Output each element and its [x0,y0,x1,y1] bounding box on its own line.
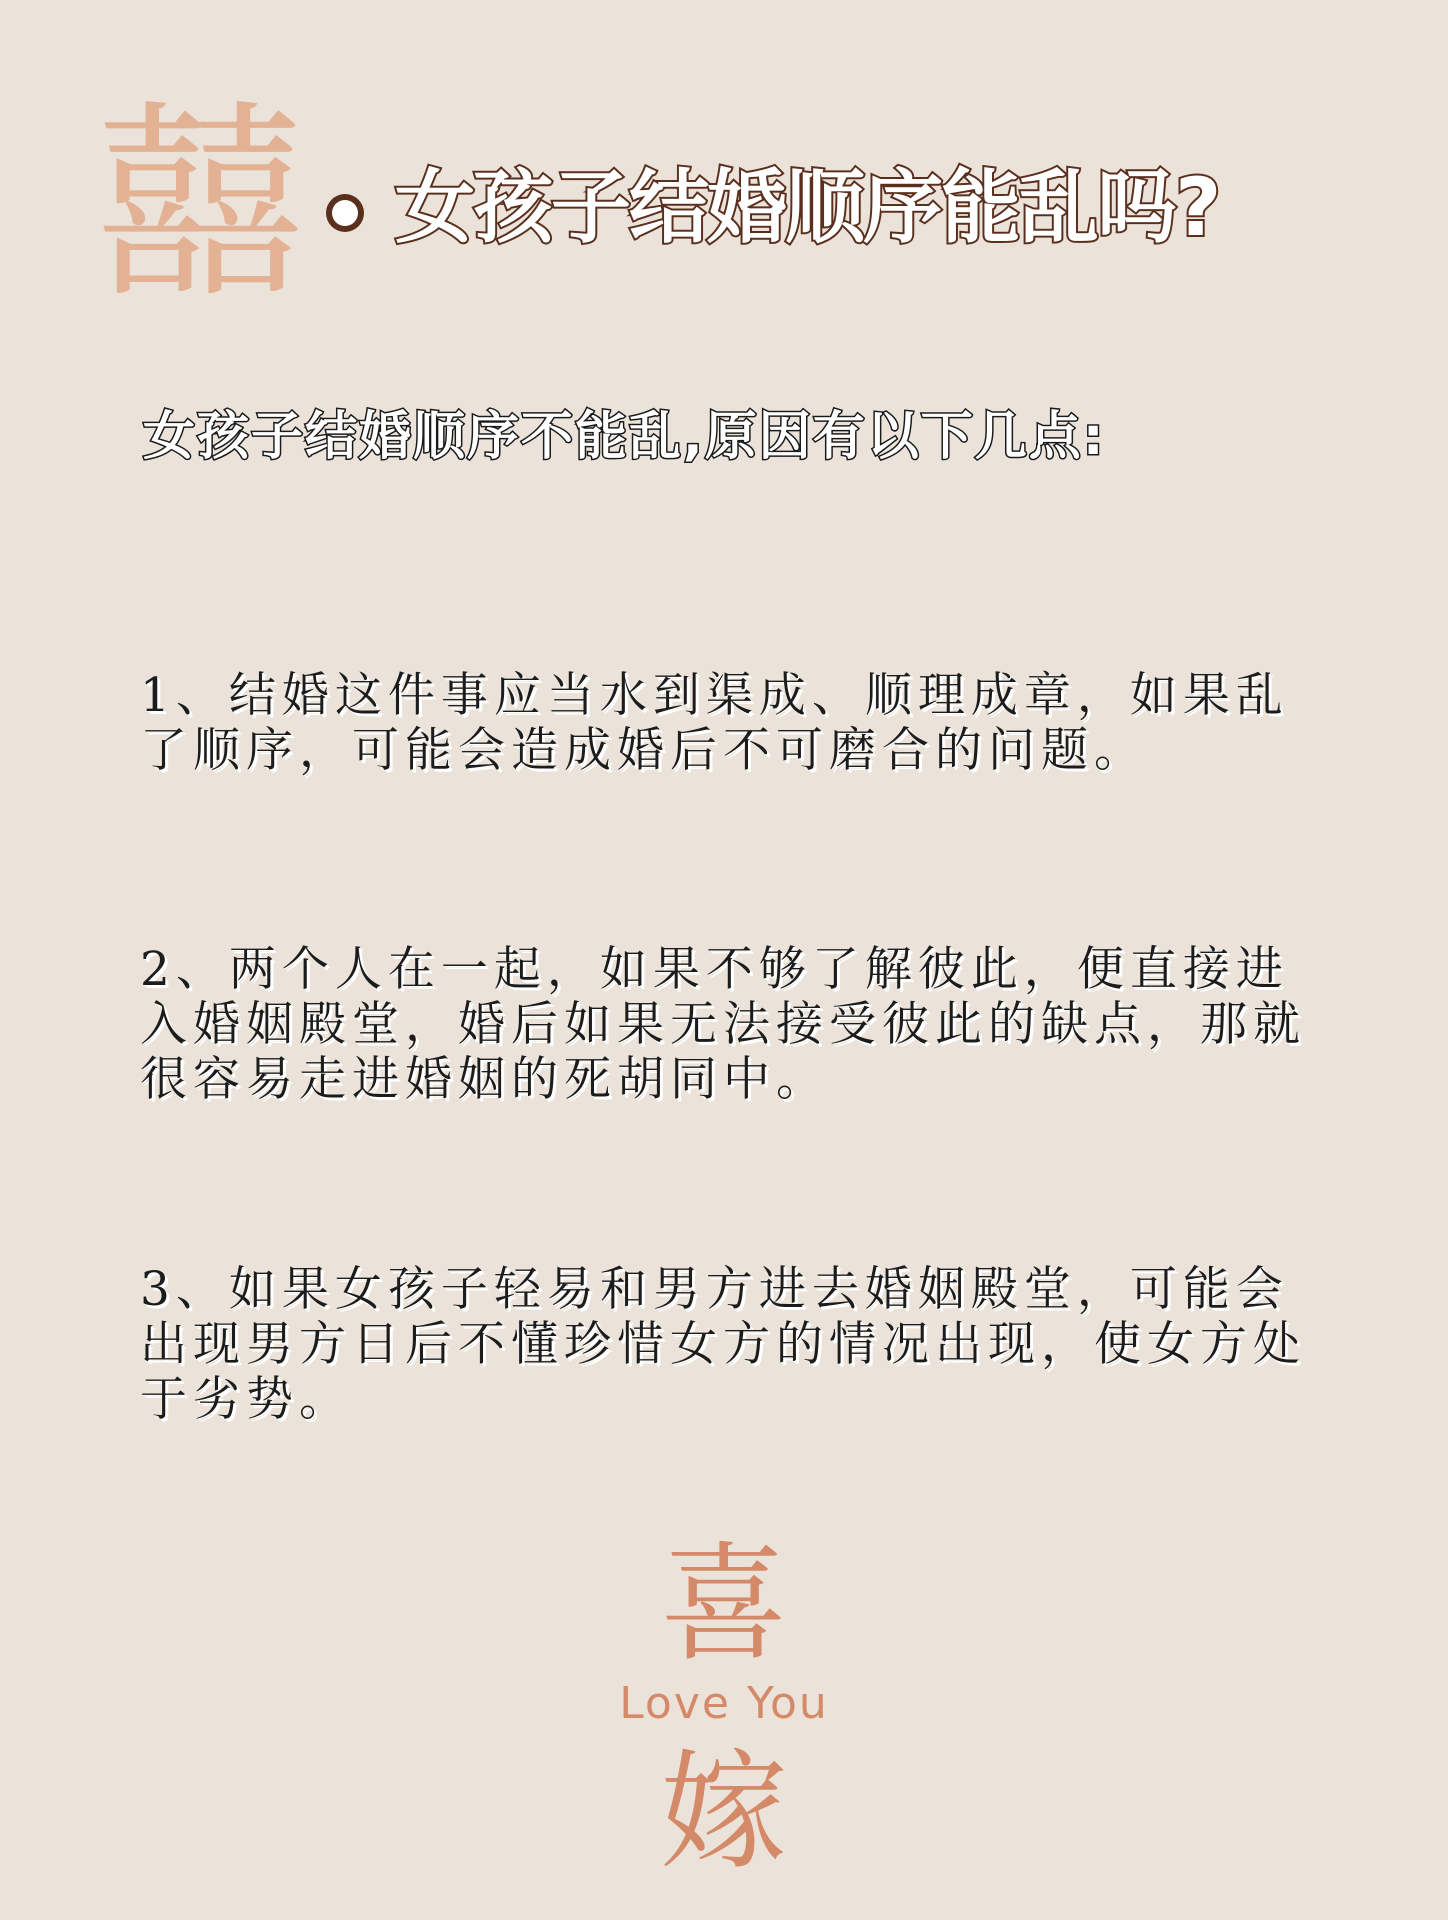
bullet-dot-icon [332,200,358,226]
page-title: 女孩子结婚顺序能乱吗? [395,161,1220,254]
footer-xi-glyph: 喜 [659,1530,788,1679]
footer-love-you: Love You [619,1678,829,1729]
point-3: 3、如果女孩子轻易和男方进去婚姻殿堂，可能会出现男方日后不懂珍惜女方的情况出现，使女方处于劣势。 [140,1262,1306,1427]
header [95,82,1375,327]
point-1: 1、结婚这件事应当水到渠成、顺理成章，如果乱了顺序，可能会造成婚后不可磨合的问题。 [140,668,1289,778]
footer-jia-glyph: 嫁 [659,1738,788,1887]
double-happiness-glyph: 囍 [95,82,298,327]
subtitle: 女孩子结婚顺序不能乱,原因有以下几点: [143,407,1106,467]
point-2: 2、两个人在一起，如果不够了解彼此，便直接进入婚姻殿堂，婚后如果无法接受彼此的缺点，那就很容易走进婚姻的死胡同中。 [140,942,1306,1107]
